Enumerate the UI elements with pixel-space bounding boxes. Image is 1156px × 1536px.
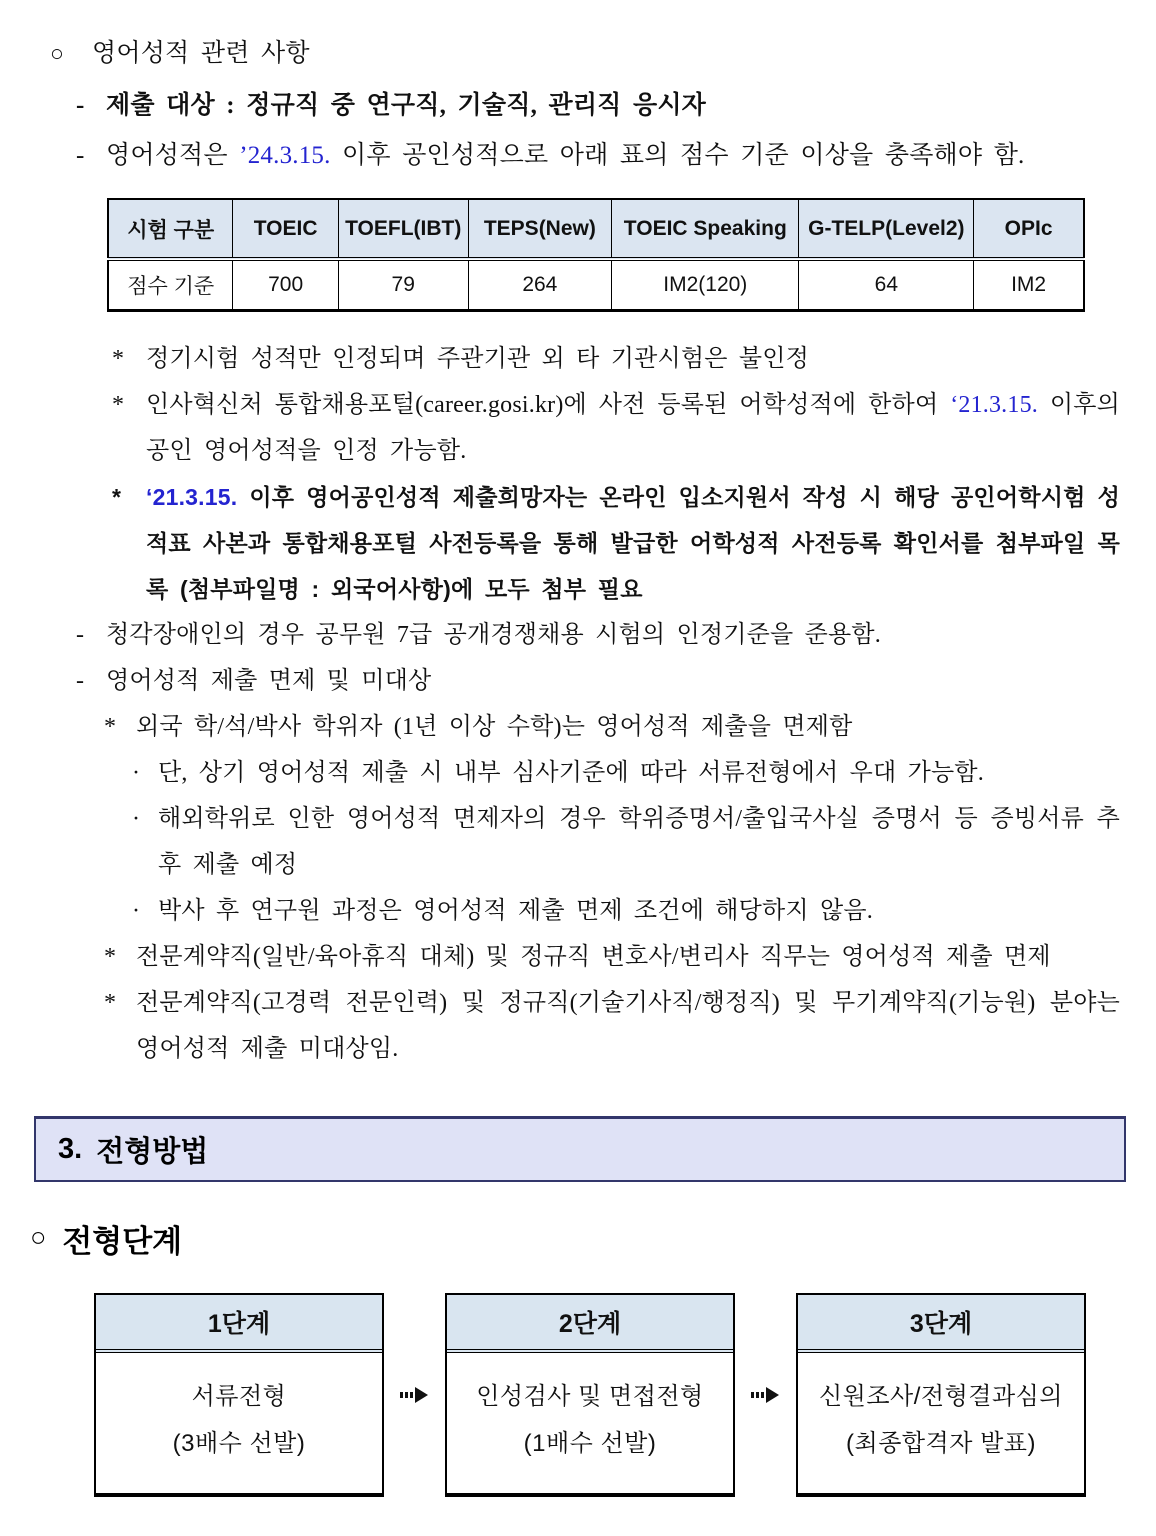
- stage-box-2: [445, 1293, 735, 1497]
- requirement-date: ’24.3.15.: [239, 142, 331, 169]
- stage-3-body: [798, 1353, 1084, 1493]
- right-arrow-icon: [751, 1387, 781, 1403]
- stage-box-3: [796, 1293, 1086, 1497]
- note-date: ‘21.3.15.: [950, 391, 1038, 418]
- submission-target-line: [0, 86, 1120, 126]
- exemption-heading-text: 영어성적 제출 면제 및 미대상: [106, 667, 432, 694]
- stage-3-title: 신원조사/전형결과심의: [818, 1382, 1063, 1410]
- dash-bullet: -: [76, 142, 85, 169]
- note-text: 전문계약직(일반/육아휴직 대체) 및 정규직 변호사/변리사 직무는 영어성적 제출 면제: [136, 943, 1051, 970]
- exemption-heading: [0, 658, 1120, 704]
- stage-2-body: [447, 1353, 733, 1493]
- stage-3-header: 3단계: [798, 1295, 1084, 1353]
- score-table-header-cell: TOEIC Speaking: [612, 199, 799, 259]
- section-header-method: [34, 1116, 1126, 1182]
- note-post: 이후의 공인 영어성적을 인정 가능함.: [146, 391, 1120, 464]
- stage-1-header: 1단계: [96, 1295, 382, 1353]
- stages-heading-text: 전형단계: [62, 1223, 183, 1259]
- score-table-cell: 79: [338, 259, 468, 310]
- submission-target-text: 제출 대상 : 정규직 중 연구직, 기술직, 관리직 응시자: [106, 92, 707, 119]
- score-table-header-cell: TOEFL(IBT): [338, 199, 468, 259]
- note-text: [146, 382, 1120, 474]
- note-text: [146, 474, 1120, 612]
- note-attachment-required: [0, 474, 1120, 612]
- dash-bullet: -: [76, 621, 84, 648]
- score-table-header-cell: TOEIC: [233, 199, 338, 259]
- score-table-cell: 264: [468, 259, 611, 310]
- table-notes: [0, 336, 1120, 1072]
- asterisk-bullet: *: [112, 345, 124, 372]
- english-score-heading-text: 영어성적 관련 사항: [92, 40, 310, 67]
- section-number: 3.: [58, 1132, 83, 1165]
- note-text: 단, 상기 영어성적 제출 시 내부 심사기준에 따라 서류전형에서 우대 가능함.: [158, 759, 984, 786]
- note-text: 청각장애인의 경우 공무원 7급 공개경쟁채용 시험의 인정기준을 준용함.: [106, 621, 881, 648]
- note-pre: 인사혁신처 통합채용포털(career.gosi.kr)에 사전 등록된 어학성적에 한하여: [146, 391, 951, 418]
- asterisk-bullet: *: [104, 989, 116, 1016]
- asterisk-bullet: *: [104, 943, 116, 970]
- score-table-value-row: [108, 259, 1084, 310]
- note-regular-exam: [0, 336, 1120, 382]
- stage-1-body: [96, 1353, 382, 1493]
- score-table-header-cell: TEPS(New): [468, 199, 611, 259]
- score-requirement-text: [106, 136, 1120, 176]
- stage-3-subtitle: (최종합격자 발표): [846, 1429, 1036, 1457]
- stage-2-subtitle: (1배수 선발): [523, 1429, 657, 1457]
- circle-bullet-icon: ○: [50, 41, 64, 66]
- dot-bullet: ·: [132, 897, 140, 924]
- note-text: 박사 후 연구원 과정은 영어성적 제출 면제 조건에 해당하지 않음.: [158, 897, 873, 924]
- score-table-cell: IM2: [974, 259, 1084, 310]
- dash-bullet: -: [76, 92, 85, 119]
- stage-1-subtitle: (3배수 선발): [172, 1429, 306, 1457]
- stage-2-title: 인성검사 및 면접전형: [476, 1382, 704, 1410]
- note-text: 전문계약직(고경력 전문인력) 및 정규직(기술기사직/행정직) 및 무기계약직(기능원) 분야는 영어성적 제출 미대상임.: [136, 989, 1120, 1062]
- requirement-pre: 영어성적은: [106, 142, 240, 169]
- contract-exemption-note: [0, 980, 1120, 1072]
- selection-stages-flow: [94, 1293, 1086, 1497]
- exemption-sub-note: [0, 888, 1120, 934]
- dot-bullet: ·: [132, 805, 140, 832]
- contract-exemption-note: [0, 934, 1120, 980]
- score-table-header-cell: G-TELP(Level2): [799, 199, 974, 259]
- asterisk-bullet: *: [112, 483, 121, 510]
- note-body: 이후 영어공인성적 제출희망자는 온라인 입소지원서 작성 시 해당 공인어학시험 성적표 사본과 통합채용포털 사전등록을 통해 발급한 어학성적 사전등록 확인서를 첨부파일 목록 (첨부파일명 : 외국어사항)에 모두 첨부 필요: [146, 483, 1120, 602]
- note-portal-registration: [0, 382, 1120, 474]
- deaf-applicant-note: [0, 612, 1120, 658]
- foreign-degree-note: [0, 704, 1120, 750]
- dash-bullet: -: [76, 667, 84, 694]
- section-title: 전형방법: [96, 1135, 209, 1168]
- right-arrow-icon: [400, 1387, 430, 1403]
- score-table-header-cell: 시험 구분: [108, 199, 233, 259]
- stage-2-header: 2단계: [447, 1295, 733, 1353]
- score-requirement-line: [0, 136, 1120, 176]
- stage-box-1: [94, 1293, 384, 1497]
- note-text: 외국 학/석/박사 학위자 (1년 이상 수학)는 영어성적 제출을 면제함: [136, 713, 853, 740]
- english-score-table: [107, 198, 1085, 312]
- exemption-sub-note: [0, 796, 1120, 888]
- score-table-header-cell: OPIc: [974, 199, 1084, 259]
- note-text: 해외학위로 인한 영어성적 면제자의 경우 학위증명서/출입국사실 증명서 등 증빙서류 추후 제출 예정: [158, 805, 1120, 878]
- dot-bullet: ·: [132, 759, 140, 786]
- score-table-header-row: [108, 199, 1084, 259]
- stages-heading: [30, 1216, 1120, 1261]
- stage-1-title: 서류전형: [191, 1382, 287, 1410]
- score-table-cell: 700: [233, 259, 338, 310]
- asterisk-bullet: *: [112, 391, 124, 418]
- circle-bullet-icon: ○: [30, 1221, 47, 1252]
- score-table-cell: 64: [799, 259, 974, 310]
- note-date: ‘21.3.15.: [146, 483, 238, 510]
- exemption-sub-note: [0, 750, 1120, 796]
- requirement-post: 이후 공인성적으로 아래 표의 점수 기준 이상을 충족해야 함.: [330, 142, 1025, 169]
- note-text: 정기시험 성적만 인정되며 주관기관 외 타 기관시험은 불인정: [146, 345, 809, 372]
- asterisk-bullet: *: [104, 713, 116, 740]
- score-table-cell: IM2(120): [612, 259, 799, 310]
- score-table-row-label: 점수 기준: [108, 259, 233, 310]
- english-score-heading: [0, 34, 1120, 74]
